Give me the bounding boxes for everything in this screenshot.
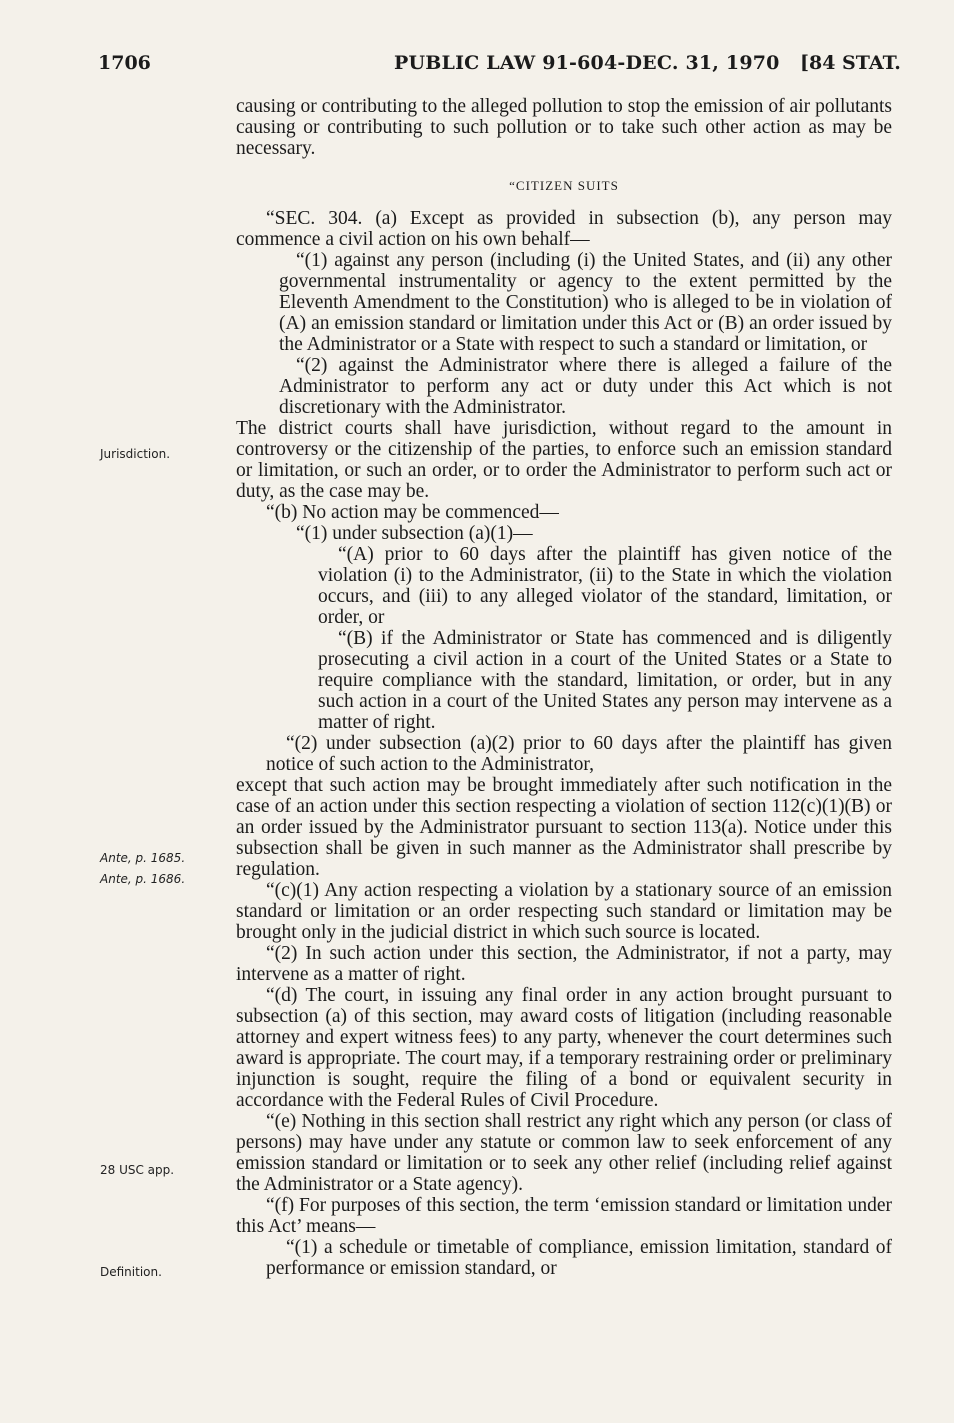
statute-reference: [84 STAT. xyxy=(800,52,901,74)
body-text xyxy=(236,96,892,1279)
paragraph-304a: “SEC. 304. (a) Except as provided in subsection (b), any person may commence a civil action on his own behalf— xyxy=(236,208,892,250)
margin-note-usc: 28 USC app. xyxy=(100,1163,175,1177)
paragraph-a1: “(1) against any person (including (i) the United States, and (ii) any other governmental instrumentality or agency to the extent permitted by the Eleventh Amendment to the Constitution) who is alleged to be in violation of (A) an emission standard or limitation under this Act or (B) an order issued by the Administrator or a State with respect to such a standard or limitation, or xyxy=(279,250,892,355)
paragraph-except: except that such action may be brought immediately after such notification in the case of an action under this section respecting a violation of section 112(c)(1)(B) or an order issued by the Administrator pursuant to section 113(a). Notice under this subsection shall be given in such manner as the Administrator shall prescribe by regulation. xyxy=(236,775,892,880)
margin-note-jurisdiction: Jurisdiction. xyxy=(100,447,171,461)
paragraph-b: “(b) No action may be commenced— xyxy=(266,502,559,523)
running-header xyxy=(0,52,954,76)
section-heading: “CITIZEN SUITS xyxy=(509,178,619,193)
paragraph-b1b: “(B) if the Administrator or State has commenced and is diligently prosecuting a civil action in a court of the United States or a State to require compliance with the standard, limitation, or order, but in any such action in a court of the United States any person may intervene as a matter of right. xyxy=(318,628,892,733)
paragraph-jurisdiction: The district courts shall have jurisdiction, without regard to the amount in controversy or the citizenship of the parties, to enforce such an emission standard or limitation, or such an order, or to order the Administrator to perform such act or duty, as the case may be. xyxy=(236,418,892,502)
paragraph-f: “(f) For purposes of this section, the term ‘emission standard or limitation under this Act’ means— xyxy=(236,1195,892,1237)
paragraph-a2: “(2) against the Administrator where there is alleged a failure of the Administrator to perform any act or duty under this Act which is not discretionary with the Administrator. xyxy=(279,355,892,418)
margin-note-definition: Definition. xyxy=(100,1265,162,1279)
paragraph-d: “(d) The court, in issuing any final order in any action brought pursuant to subsection (a) of this section, may award costs of litigation (including reasonable attorney and expert witness fees) to any party, whenever the court determines such award is appropriate. The court may, if a temporary restraining order or preliminary injunction is sought, require the filing of a bond or equivalent security in accordance with the Federal Rules of Civil Procedure. xyxy=(236,985,892,1111)
page-number: 1706 xyxy=(98,52,151,74)
running-title: PUBLIC LAW 91-604-DEC. 31, 1970 xyxy=(394,52,780,74)
paragraph-c1: “(c)(1) Any action respecting a violation by a stationary source of an emission standard or limitation or an order respecting such standard or limitation may be brought only in the judicial district in which such source is located. xyxy=(236,880,892,943)
paragraph-f1: “(1) a schedule or timetable of compliance, emission limitation, standard of performance or emission standard, or xyxy=(266,1237,892,1279)
margin-note-ante-1686: Ante, p. 1686. xyxy=(100,872,186,886)
paragraph-e: “(e) Nothing in this section shall restrict any right which any person (or class of persons) may have under any statute or common law to seek enforcement of any emission standard or limitation or to seek any other relief (including relief against the Administrator or a State agency). xyxy=(236,1111,892,1195)
margin-note-ante-1685: Ante, p. 1685. xyxy=(100,851,186,865)
paragraph-b2: “(2) under subsection (a)(2) prior to 60 days after the plaintiff has given notice of such action to the Administrator, xyxy=(266,733,892,775)
paragraph-c2: “(2) In such action under this section, the Administrator, if not a party, may intervene as a matter of right. xyxy=(236,943,892,985)
paragraph-b1: “(1) under subsection (a)(1)— xyxy=(296,523,533,544)
paragraph-b1a: “(A) prior to 60 days after the plaintiff has given notice of the violation (i) to the Administrator, (ii) to the State in which the violation occurs, and (iii) to any alleged violator of the standard, limitation, or order, or xyxy=(318,544,892,628)
paragraph-intro: causing or contributing to the alleged pollution to stop the emission of air pollutants causing or contributing to such pollution or to take such other action as may be necessary. xyxy=(236,96,892,159)
